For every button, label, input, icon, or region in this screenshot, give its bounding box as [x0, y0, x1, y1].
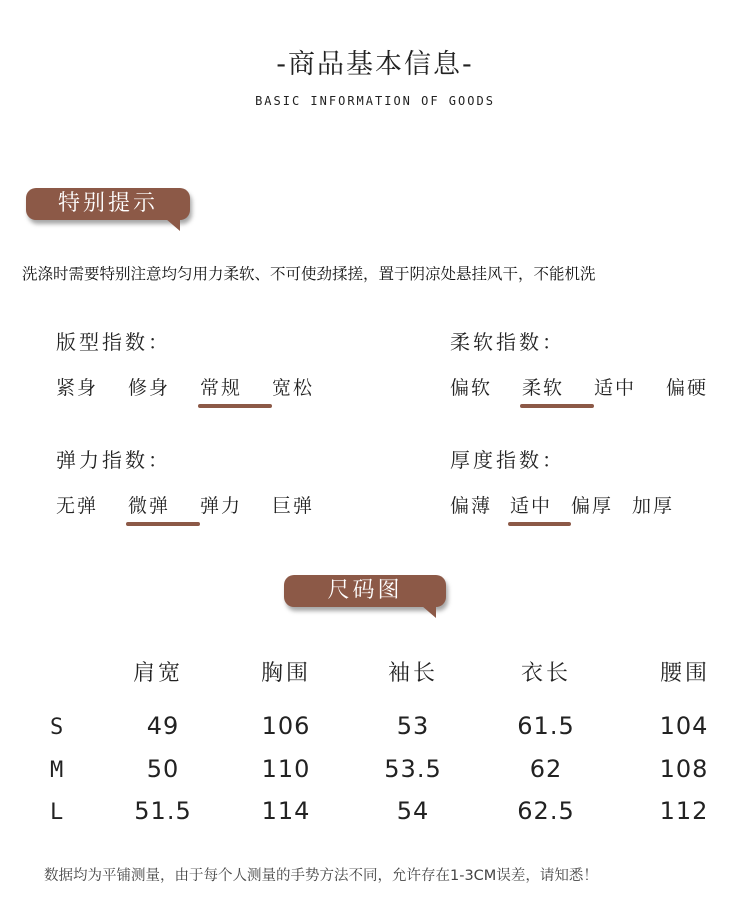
page-title: -商品基本信息- — [276, 49, 474, 80]
table-cell: 53 — [396, 712, 430, 740]
column-header-sleeve: 袖长 — [387, 661, 438, 686]
softness-option-selected: 柔软 — [522, 373, 594, 400]
table-cell: 112 — [659, 797, 709, 825]
fit-option-selected: 常规 — [200, 373, 272, 400]
row-size-label: L — [50, 800, 64, 825]
thickness-option: 偏薄 — [450, 495, 493, 517]
banner-tail-shape — [422, 606, 436, 618]
elasticity-option: 弹力 — [200, 495, 243, 517]
special-notice-banner — [26, 188, 190, 220]
softness-option: 偏软 — [450, 377, 493, 399]
special-notice-label: 特别提示 — [57, 191, 158, 216]
table-cell: 61.5 — [517, 712, 575, 740]
softness-index-title: 柔软指数： — [450, 330, 565, 354]
fit-index-options — [56, 373, 344, 400]
elasticity-index-options — [56, 491, 344, 518]
special-notice-text: 洗涤时需要特别注意均匀用力柔软、不可使劲揉搓，置于阴凉处悬挂风干，不能机洗 — [22, 265, 596, 283]
softness-index-options — [450, 373, 738, 400]
page-subtitle: BASIC INFORMATION OF GOODS — [255, 94, 495, 108]
row-size-label: M — [50, 758, 64, 783]
table-cell: 114 — [261, 797, 311, 825]
fit-option: 宽松 — [272, 377, 315, 399]
column-header-chest: 胸围 — [260, 661, 311, 686]
size-chart-label: 尺码图 — [327, 578, 403, 603]
fit-index-title: 版型指数： — [56, 330, 171, 354]
table-cell: 49 — [146, 712, 180, 740]
softness-option: 偏硬 — [666, 377, 709, 399]
elasticity-index-title: 弹力指数： — [56, 448, 171, 472]
elasticity-option-selected: 微弹 — [128, 491, 200, 518]
table-cell: 62.5 — [517, 797, 575, 825]
thickness-index-title: 厚度指数： — [450, 448, 565, 472]
table-cell: 53.5 — [384, 755, 442, 783]
table-cell: 50 — [146, 755, 180, 783]
thickness-option-selected: 适中 — [510, 491, 571, 518]
row-size-label: S — [50, 715, 64, 740]
table-cell: 62 — [529, 755, 563, 783]
size-chart-banner — [284, 575, 446, 607]
table-cell: 104 — [659, 712, 709, 740]
elasticity-option: 无弹 — [56, 495, 99, 517]
fit-option: 紧身 — [56, 377, 99, 399]
softness-option: 适中 — [594, 377, 637, 399]
thickness-option: 偏厚 — [571, 495, 614, 517]
table-cell: 110 — [261, 755, 311, 783]
table-cell: 51.5 — [134, 797, 192, 825]
table-cell: 108 — [659, 755, 709, 783]
thickness-option: 加厚 — [632, 495, 675, 517]
measurement-footnote: 数据均为平铺测量，由于每个人测量的手势方法不同，允许存在1-3CM误差，请知悉！ — [44, 868, 598, 884]
table-cell: 106 — [261, 712, 311, 740]
thickness-index-options — [450, 491, 693, 518]
column-header-length: 衣长 — [520, 661, 571, 686]
column-header-shoulder: 肩宽 — [132, 661, 183, 686]
banner-tail-shape — [166, 219, 180, 231]
fit-option: 修身 — [128, 377, 171, 399]
elasticity-option: 巨弹 — [272, 495, 315, 517]
table-cell: 54 — [396, 797, 430, 825]
column-header-waist: 腰围 — [659, 661, 710, 686]
